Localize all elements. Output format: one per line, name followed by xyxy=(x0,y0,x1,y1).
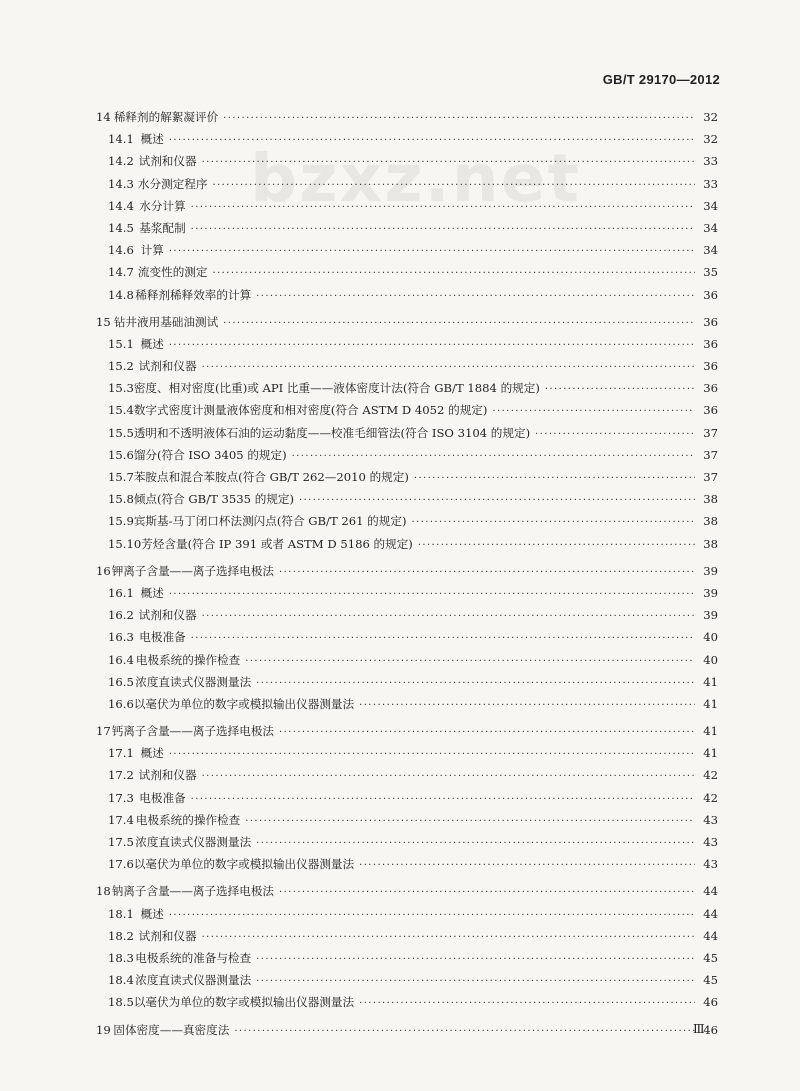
toc-entry-page: 34 xyxy=(703,198,718,213)
toc-entry-page: 45 xyxy=(703,973,718,988)
toc-leader-dots xyxy=(169,910,695,921)
toc-entry-page: 46 xyxy=(703,1022,718,1037)
toc-entry-page: 39 xyxy=(703,585,718,600)
toc-entry-page: 35 xyxy=(703,265,718,280)
toc-subsection-entry[interactable] xyxy=(96,131,718,153)
toc-entry-page: 41 xyxy=(703,746,718,761)
toc-subsection-entry[interactable] xyxy=(96,447,718,469)
toc-subsection-entry[interactable] xyxy=(96,358,718,380)
toc-entry-page: 42 xyxy=(703,768,718,783)
toc-entry-number: 14.1 xyxy=(108,132,134,147)
toc-chapter-entry[interactable] xyxy=(96,1022,718,1044)
toc-subsection-entry[interactable] xyxy=(96,402,718,424)
toc-subsection-entry[interactable] xyxy=(96,198,718,220)
toc-entry-title: 馏分(符合 ISO 3405 的规定) xyxy=(133,447,287,462)
toc-entry-title: 宾斯基-马丁闭口杯法测闪点(符合 GB/T 261 的规定) xyxy=(133,514,407,529)
toc-subsection-entry[interactable] xyxy=(96,153,718,175)
toc-entry-page: 41 xyxy=(703,724,718,739)
toc-entry-page: 38 xyxy=(703,514,718,529)
page-number: Ⅲ xyxy=(693,1022,705,1036)
toc-subsection-entry[interactable] xyxy=(96,950,718,972)
toc-entry-title: 概述 xyxy=(140,906,164,921)
toc-entry-title: 电极准备 xyxy=(139,630,186,645)
toc-entry-title: 芳烃含量(符合 IP 391 或者 ASTM D 5186 的规定) xyxy=(141,536,413,551)
toc-entry-page: 44 xyxy=(703,906,718,921)
toc-entry-number: 17.1 xyxy=(108,746,134,761)
toc-leader-dots xyxy=(292,451,695,462)
toc-leader-dots xyxy=(169,749,695,760)
toc-entry-page: 46 xyxy=(703,995,718,1010)
toc-leader-dots xyxy=(492,406,695,417)
toc-entry-number: 14.8 xyxy=(108,287,134,302)
toc-entry-page: 33 xyxy=(703,154,718,169)
toc-leader-dots xyxy=(202,932,695,943)
toc-entry-title: 以毫伏为单位的数字或模拟输出仪器测量法 xyxy=(133,696,355,711)
toc-subsection-entry[interactable] xyxy=(96,469,718,491)
toc-entry-title: 计算 xyxy=(140,243,164,258)
toc-leader-dots xyxy=(169,135,695,146)
toc-chapter-entry[interactable] xyxy=(96,109,718,131)
toc-entry-number: 14.6 xyxy=(108,243,134,258)
toc-leader-dots xyxy=(256,954,695,965)
toc-entry-page: 34 xyxy=(703,220,718,235)
toc-entry-title: 以毫伏为单位的数字或模拟输出仪器测量法 xyxy=(133,857,355,872)
toc-leader-dots xyxy=(191,633,695,644)
toc-leader-dots xyxy=(245,816,695,827)
toc-section xyxy=(96,1022,718,1044)
toc-entry-page: 43 xyxy=(703,835,718,849)
toc-leader-dots xyxy=(223,113,695,124)
toc-entry-number: 17.4 xyxy=(108,812,134,827)
toc-entry-page: 39 xyxy=(703,608,718,623)
toc-subsection-entry[interactable] xyxy=(96,834,718,856)
toc-leader-dots xyxy=(359,998,695,1009)
toc-subsection-entry[interactable] xyxy=(96,220,718,242)
toc-entry-title: 透明和不透明液体石油的运动黏度——校准毛细管法(符合 ISO 3104 的规定) xyxy=(133,425,531,440)
toc-leader-dots xyxy=(223,318,695,329)
toc-entry-number: 15.10 xyxy=(108,536,142,551)
toc-leader-dots xyxy=(191,224,695,235)
toc-entry-number: 15.3 xyxy=(108,381,134,396)
toc-entry-page: 38 xyxy=(703,492,718,507)
toc-subsection-entry[interactable] xyxy=(96,674,718,696)
toc-subsection-entry[interactable] xyxy=(96,242,718,264)
watermark: bzxz.net xyxy=(250,140,582,217)
toc-entry-number: 15.5 xyxy=(108,425,134,440)
toc-entry-title: 电极系统的操作检查 xyxy=(135,652,241,667)
toc-entry-number: 17.2 xyxy=(108,768,134,783)
toc-entry-page: 37 xyxy=(703,447,718,462)
toc-entry-number: 16.2 xyxy=(108,608,134,623)
toc-leader-dots xyxy=(359,700,695,711)
toc-subsection-entry[interactable] xyxy=(96,336,718,358)
toc-chapter-entry[interactable] xyxy=(96,563,718,585)
toc-subsection-entry[interactable] xyxy=(96,856,718,878)
toc-leader-dots xyxy=(256,678,695,689)
toc-entry-page: 39 xyxy=(703,563,718,578)
toc-entry-number: 16.4 xyxy=(108,652,134,667)
toc-entry-title: 密度、相对密度(比重)或 API 比重——液体密度计法(符合 GB/T 1884 的规定) xyxy=(133,381,540,396)
toc-entry-number: 15.8 xyxy=(108,492,134,507)
toc-entry-title: 浓度直读式仪器测量法 xyxy=(135,835,252,849)
toc-leader-dots xyxy=(213,268,696,279)
toc-subsection-entry[interactable] xyxy=(96,287,718,309)
toc-entry-title: 倾点(符合 GB/T 3535 的规定) xyxy=(133,492,295,507)
toc-entry-title: 数字式密度计测量液体密度和相对密度(符合 ASTM D 4052 的规定) xyxy=(133,403,488,418)
toc-entry-title: 钻井液用基础油测试 xyxy=(113,314,219,329)
toc-entry-title: 试剂和仪器 xyxy=(138,359,197,374)
toc-subsection-entry[interactable] xyxy=(96,380,718,402)
toc-entry-page: 37 xyxy=(703,470,718,484)
toc-subsection-entry[interactable] xyxy=(96,585,718,607)
toc-subsection-entry[interactable] xyxy=(96,812,718,834)
toc-entry-title: 试剂和仪器 xyxy=(138,768,197,783)
toc-entry-title: 稀释剂稀释效率的计算 xyxy=(135,287,252,302)
toc-entry-page: 42 xyxy=(703,790,718,805)
toc-entry-number: 14.4 xyxy=(108,198,134,213)
toc-subsection-entry[interactable] xyxy=(96,536,718,558)
toc-entry-number: 15.4 xyxy=(108,403,134,418)
toc-subsection-entry[interactable] xyxy=(96,906,718,928)
toc-subsection-entry[interactable] xyxy=(96,972,718,994)
toc-entry-page: 40 xyxy=(703,652,718,667)
toc-entry-page: 36 xyxy=(703,314,718,329)
toc-entry-number: 16.5 xyxy=(108,674,134,689)
toc-entry-page: 32 xyxy=(703,110,718,124)
toc-entry-page: 45 xyxy=(703,950,718,965)
toc-entry-page: 32 xyxy=(703,132,718,147)
toc-entry-number: 14.3 xyxy=(108,176,134,191)
toc-entry-number: 17.6 xyxy=(108,857,134,872)
toc-chapter-entry[interactable] xyxy=(96,883,718,905)
toc-leader-dots xyxy=(191,202,695,213)
toc-section xyxy=(96,723,718,878)
toc-leader-dots xyxy=(256,838,695,849)
toc-section xyxy=(96,563,718,718)
toc-entry-number: 17 xyxy=(96,724,111,739)
toc-entry-number: 18.1 xyxy=(108,906,134,921)
toc-entry-number: 18.2 xyxy=(108,928,134,943)
toc-subsection-entry[interactable] xyxy=(96,745,718,767)
toc-entry-page: 36 xyxy=(703,336,718,351)
toc-entry-page: 34 xyxy=(703,243,718,258)
toc-entry-title: 苯胺点和混合苯胺点(符合 GB/T 262—2010 的规定) xyxy=(133,470,409,484)
toc-leader-dots xyxy=(202,362,695,373)
toc-subsection-entry[interactable] xyxy=(96,928,718,950)
toc-entry-page: 36 xyxy=(703,403,718,418)
toc-entry-number: 14.2 xyxy=(108,154,134,169)
toc-subsection-entry[interactable] xyxy=(96,425,718,447)
toc-leader-dots xyxy=(202,157,695,168)
toc-leader-dots xyxy=(545,384,695,395)
toc-entry-number: 14.5 xyxy=(108,220,134,235)
toc-subsection-entry[interactable] xyxy=(96,513,718,535)
toc-leader-dots xyxy=(234,1026,695,1037)
toc-chapter-entry[interactable] xyxy=(96,314,718,336)
toc-leader-dots xyxy=(213,180,696,191)
toc-entry-title: 水分计算 xyxy=(139,198,186,213)
toc-leader-dots xyxy=(202,611,695,622)
toc-entry-page: 38 xyxy=(703,536,718,551)
toc-entry-title: 钙离子含量——离子选择电极法 xyxy=(111,724,275,739)
toc-entry-title: 基浆配制 xyxy=(139,220,186,235)
toc-leader-dots xyxy=(169,340,695,351)
toc-leader-dots xyxy=(418,540,695,551)
toc-entry-page: 44 xyxy=(703,884,718,899)
toc-entry-number: 17.5 xyxy=(108,835,134,849)
toc-leader-dots xyxy=(245,656,695,667)
toc-entry-page: 36 xyxy=(703,381,718,396)
toc-leader-dots xyxy=(202,771,695,782)
toc-entry-number: 15.7 xyxy=(108,470,134,484)
toc-entry-page: 43 xyxy=(703,812,718,827)
toc-entry-number: 15.9 xyxy=(108,514,134,529)
toc-entry-title: 浓度直读式仪器测量法 xyxy=(135,973,252,988)
toc-entry-number: 19 xyxy=(96,1022,111,1037)
toc-section xyxy=(96,314,718,558)
toc-leader-dots xyxy=(279,887,695,898)
toc-entry-title: 电极准备 xyxy=(139,790,186,805)
toc-section xyxy=(96,109,718,309)
toc-entry-page: 37 xyxy=(703,425,718,440)
toc-leader-dots xyxy=(412,517,696,528)
toc-entry-title: 试剂和仪器 xyxy=(138,608,197,623)
toc-entry-number: 16.3 xyxy=(108,630,134,645)
toc-entry-title: 概述 xyxy=(140,746,164,761)
toc-entry-title: 以毫伏为单位的数字或模拟输出仪器测量法 xyxy=(133,995,355,1010)
toc-entry-number: 15.6 xyxy=(108,447,134,462)
toc-subsection-entry[interactable] xyxy=(96,790,718,812)
toc-subsection-entry[interactable] xyxy=(96,176,718,198)
toc-leader-dots xyxy=(169,589,695,600)
toc-entry-number: 16.1 xyxy=(108,585,134,600)
toc-entry-number: 14 xyxy=(96,110,111,124)
toc-leader-dots xyxy=(414,473,695,484)
toc-entry-title: 试剂和仪器 xyxy=(138,928,197,943)
toc-leader-dots xyxy=(256,291,695,302)
toc-entry-title: 固体密度——真密度法 xyxy=(113,1022,230,1037)
toc-entry-number: 18.5 xyxy=(108,995,134,1010)
toc-entry-title: 试剂和仪器 xyxy=(138,154,197,169)
toc-subsection-entry[interactable] xyxy=(96,629,718,651)
toc-subsection-entry[interactable] xyxy=(96,994,718,1016)
toc-leader-dots xyxy=(535,429,695,440)
toc-entry-number: 16.6 xyxy=(108,696,134,711)
standard-number: GB/T 29170—2012 xyxy=(602,72,720,87)
toc-subsection-entry[interactable] xyxy=(96,767,718,789)
toc-entry-title: 钠离子含量——离子选择电极法 xyxy=(111,884,275,899)
toc-entry-number: 18.3 xyxy=(108,950,134,965)
toc-entry-number: 18 xyxy=(96,884,111,899)
toc-leader-dots xyxy=(279,567,695,578)
toc-subsection-entry[interactable] xyxy=(96,652,718,674)
toc-entry-title: 流变性的测定 xyxy=(137,265,208,280)
toc-entry-number: 15.1 xyxy=(108,336,134,351)
toc-entry-number: 15 xyxy=(96,314,111,329)
toc-entry-page: 36 xyxy=(703,287,718,302)
toc-entry-title: 电极系统的准备与检查 xyxy=(135,950,252,965)
toc-entry-title: 电极系统的操作检查 xyxy=(135,812,241,827)
toc-leader-dots xyxy=(279,727,695,738)
toc-entry-page: 41 xyxy=(703,674,718,689)
toc-entry-title: 稀释剂的解絮凝评价 xyxy=(113,110,219,124)
toc-entry-title: 概述 xyxy=(140,585,164,600)
toc-chapter-entry[interactable] xyxy=(96,723,718,745)
toc-leader-dots xyxy=(359,860,695,871)
toc-entry-title: 钾离子含量——离子选择电极法 xyxy=(111,563,275,578)
toc-subsection-entry[interactable] xyxy=(96,264,718,286)
toc-subsection-entry[interactable] xyxy=(96,491,718,513)
toc-entry-title: 概述 xyxy=(140,132,164,147)
toc-leader-dots xyxy=(256,976,695,987)
toc-entry-page: 44 xyxy=(703,928,718,943)
toc-entry-page: 36 xyxy=(703,359,718,374)
toc-leader-dots xyxy=(191,794,695,805)
toc-entry-number: 18.4 xyxy=(108,973,134,988)
toc-entry-title: 浓度直读式仪器测量法 xyxy=(135,674,252,689)
toc-entry-page: 41 xyxy=(703,696,718,711)
toc-entry-number: 15.2 xyxy=(108,359,134,374)
toc-subsection-entry[interactable] xyxy=(96,607,718,629)
toc-entry-number: 17.3 xyxy=(108,790,134,805)
toc-entry-title: 水分测定程序 xyxy=(137,176,208,191)
toc-section xyxy=(96,883,718,1016)
toc-subsection-entry[interactable] xyxy=(96,696,718,718)
toc-entry-page: 43 xyxy=(703,857,718,872)
toc-leader-dots xyxy=(169,246,695,257)
toc-entry-number: 14.7 xyxy=(108,265,134,280)
toc-entry-number: 16 xyxy=(96,563,111,578)
toc-leader-dots xyxy=(299,495,695,506)
table-of-contents xyxy=(96,109,718,1049)
toc-entry-page: 40 xyxy=(703,630,718,645)
toc-entry-title: 概述 xyxy=(140,336,164,351)
toc-entry-page: 33 xyxy=(703,176,718,191)
